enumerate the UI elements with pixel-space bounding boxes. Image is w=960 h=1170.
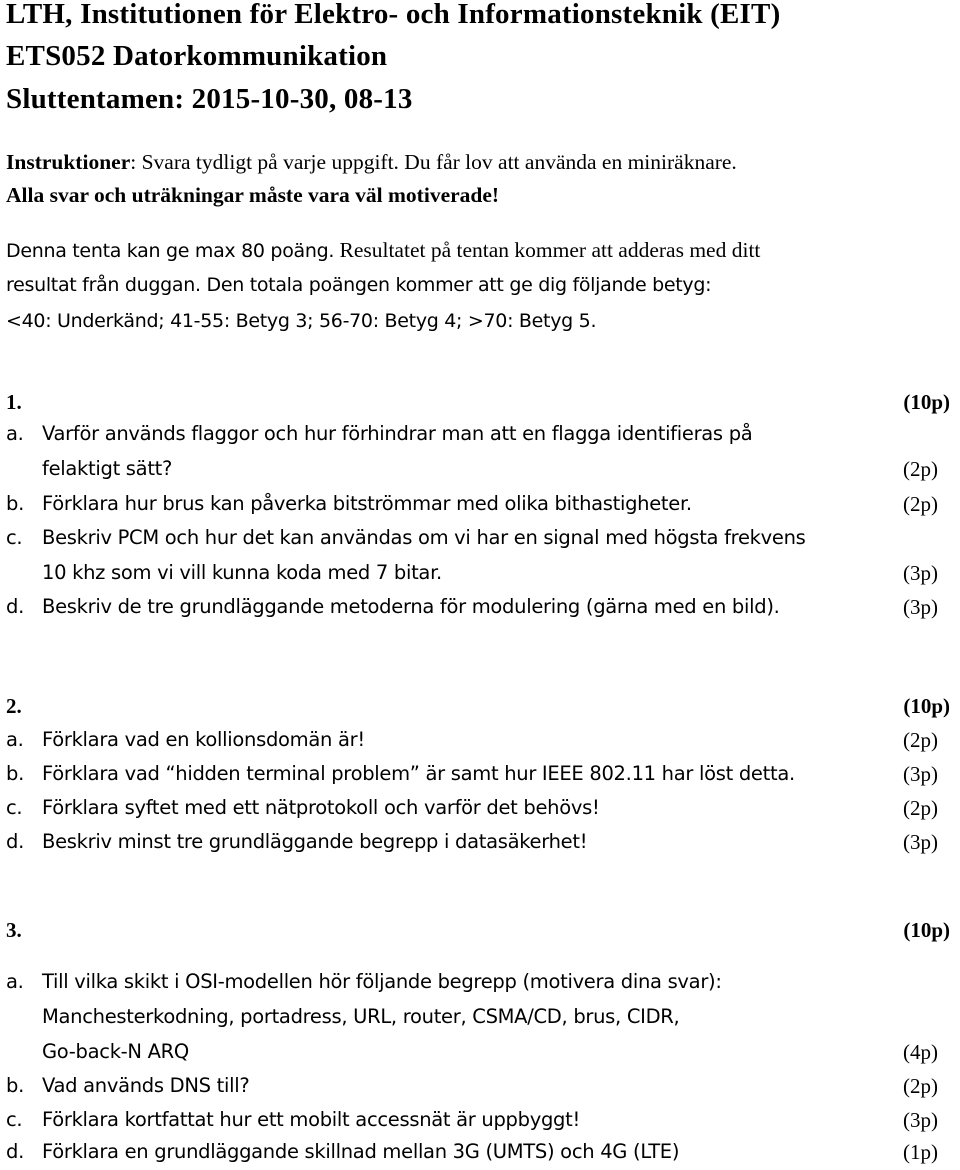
- item-label: d.: [6, 1140, 24, 1163]
- item-text: Förklara hur brus kan påverka bitströmmar med olika bithastigheter.: [42, 492, 692, 515]
- item-text: Förklara vad “hidden terminal problem” är samt hur IEEE 802.11 har löst detta.: [42, 762, 795, 785]
- question-item: [0, 457, 960, 487]
- item-label: d.: [6, 595, 24, 618]
- instructions-label: Instruktioner: [6, 150, 131, 174]
- item-text: felaktigt sätt?: [42, 457, 173, 480]
- item-points: (2p): [903, 796, 938, 820]
- item-text: Till vilka skikt i OSI-modellen hör följande begrepp (motivera dina svar):: [42, 970, 722, 993]
- question-number: 1.: [6, 390, 22, 414]
- item-label: b.: [6, 1074, 24, 1097]
- item-text: Beskriv PCM och hur det kan användas om vi har en signal med högsta frekvens: [42, 526, 806, 549]
- question-1-header: [0, 390, 960, 420]
- question-item: [0, 526, 960, 556]
- question-item: [0, 796, 960, 826]
- question-item: [0, 1040, 960, 1070]
- question-total-points: (10p): [903, 918, 950, 942]
- item-label: a.: [6, 970, 24, 993]
- question-item: [0, 1140, 960, 1170]
- question-item: [0, 830, 960, 860]
- header-exam-date: Sluttentamen: 2015-10-30, 08-13: [6, 83, 413, 115]
- question-total-points: (10p): [903, 694, 950, 718]
- item-points: (3p): [903, 1108, 938, 1132]
- question-item: [0, 762, 960, 792]
- item-text: Beskriv de tre grundläggande metoderna för modulering (gärna med en bild).: [42, 595, 780, 618]
- question-2-header: [0, 694, 960, 724]
- instructions-text: : Svara tydligt på varje uppgift. Du får lov att använda en miniräknare.: [130, 150, 737, 174]
- question-item: [0, 492, 960, 522]
- item-points: (3p): [903, 595, 938, 619]
- item-text: Vad används DNS till?: [42, 1074, 250, 1097]
- question-total-points: (10p): [903, 390, 950, 414]
- item-text: Varför används flaggor och hur förhindrar man att en flagga identifieras på: [42, 422, 753, 445]
- question-item: [0, 970, 960, 1000]
- question-item: [0, 595, 960, 625]
- item-text: 10 khz som vi vill kunna koda med 7 bitar.: [42, 561, 442, 584]
- item-text: Förklara en grundläggande skillnad mellan 3G (UMTS) och 4G (LTE): [42, 1140, 680, 1163]
- question-number: 3.: [6, 918, 22, 942]
- item-points: (1p): [903, 1140, 938, 1164]
- question-item: [0, 561, 960, 591]
- item-text: Förklara vad en kollionsdomän är!: [42, 728, 365, 751]
- item-points: (3p): [903, 830, 938, 854]
- item-label: c.: [6, 796, 23, 819]
- item-text: Manchesterkodning, portadress, URL, router, CSMA/CD, brus, CIDR,: [42, 1005, 680, 1028]
- instructions-line: [6, 150, 737, 175]
- question-number: 2.: [6, 694, 22, 718]
- info-line-1: Denna tenta kan ge max 80 poäng. Resultatet på tentan kommer att adderas med ditt: [6, 238, 761, 262]
- item-points: (3p): [903, 561, 938, 585]
- info-line-3: <40: Underkänd; 41-55: Betyg 3; 56-70: Betyg 4; >70: Betyg 5.: [6, 310, 597, 332]
- question-item: [0, 1074, 960, 1104]
- question-item: [0, 1005, 960, 1035]
- item-points: (3p): [903, 762, 938, 786]
- question-item: [0, 728, 960, 758]
- item-text: Go-back-N ARQ: [42, 1040, 189, 1063]
- item-points: (4p): [903, 1040, 938, 1064]
- item-label: d.: [6, 830, 24, 853]
- item-text: Förklara syftet med ett nätprotokoll och varför det behövs!: [42, 796, 600, 819]
- item-label: c.: [6, 526, 23, 549]
- item-points: (2p): [903, 492, 938, 516]
- item-label: a.: [6, 422, 24, 445]
- question-3-header: [0, 918, 960, 948]
- question-item: [0, 1108, 960, 1138]
- header-course: ETS052 Datorkommunikation: [6, 40, 388, 72]
- header-institution: LTH, Institutionen för Elektro- och Informationsteknik (EIT): [6, 0, 781, 30]
- item-points: (2p): [903, 1074, 938, 1098]
- item-text: Förklara kortfattat hur ett mobilt accessnät är uppbyggt!: [42, 1108, 580, 1131]
- item-label: b.: [6, 492, 24, 515]
- question-item: [0, 422, 960, 452]
- info-line-2: resultat från duggan. Den totala poängen kommer att ge dig följande betyg:: [6, 274, 712, 296]
- item-points: (2p): [903, 728, 938, 752]
- instructions-bold-line: Alla svar och uträkningar måste vara väl motiverade!: [6, 183, 500, 207]
- item-label: b.: [6, 762, 24, 785]
- item-text: Beskriv minst tre grundläggande begrepp i datasäkerhet!: [42, 830, 588, 853]
- item-points: (2p): [903, 457, 938, 481]
- item-label: c.: [6, 1108, 23, 1131]
- item-label: a.: [6, 728, 24, 751]
